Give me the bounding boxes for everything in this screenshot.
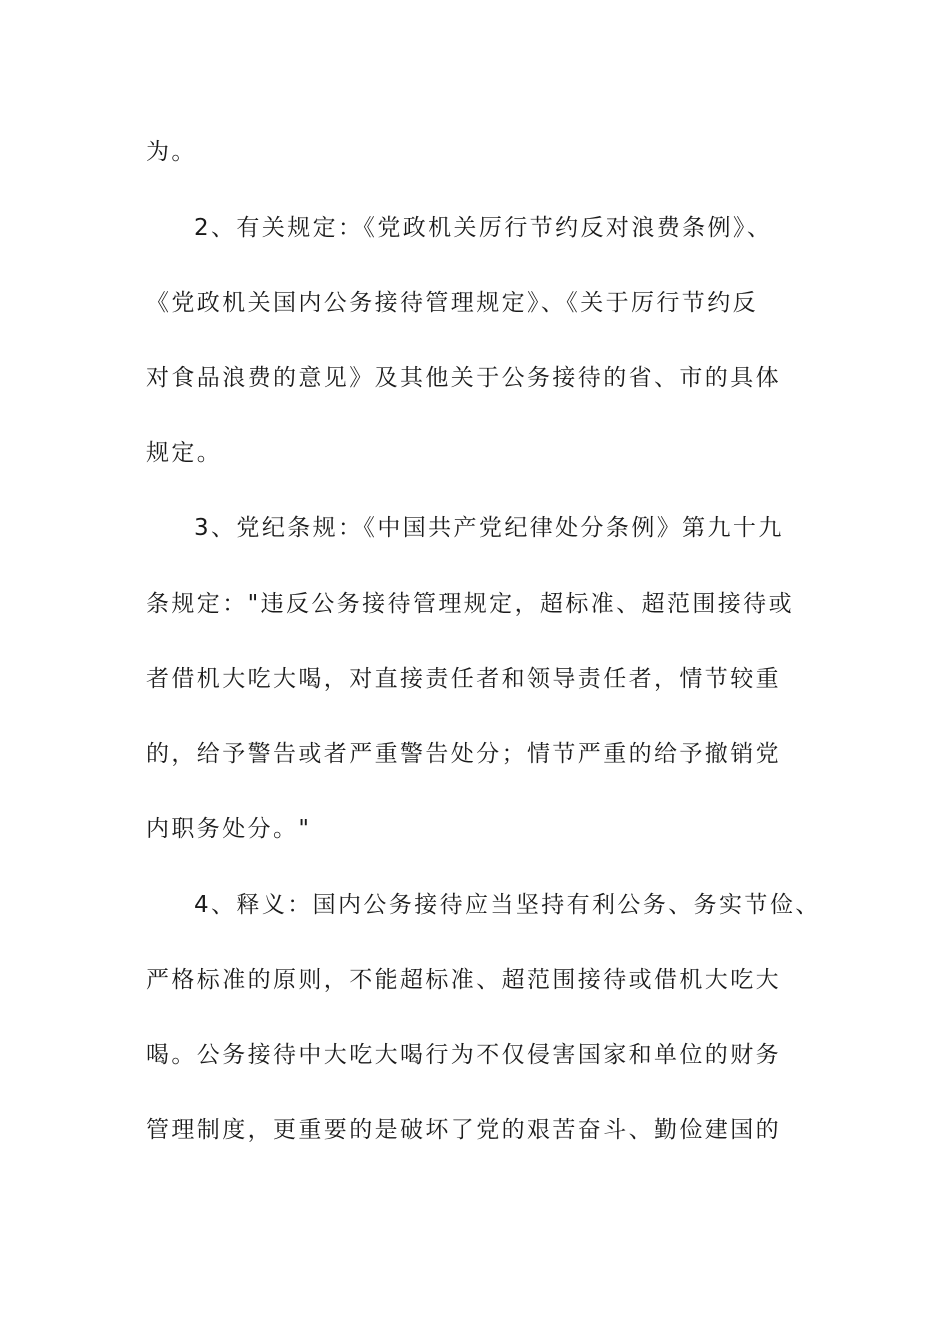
text-line: 内职务处分。" [146, 816, 312, 842]
text-line: 规定。 [146, 440, 223, 466]
paragraph-2-start: 2、有关规定：《党政机关厉行节约反对浪费条例》、 [194, 215, 773, 241]
text-line: 严格标准的原则，不能超标准、超范围接待或借机大吃大 [146, 967, 781, 993]
paragraph-4-start: 4、释义：国内公务接待应当坚持有利公务、务实节俭、 [194, 892, 821, 918]
paragraph-3-start: 3、党纪条规：《中国共产党纪律处分条例》第九十九 [194, 515, 784, 541]
text-line: 喝。公务接待中大吃大喝行为不仅侵害国家和单位的财务 [146, 1042, 781, 1068]
text-line: 者借机大吃大喝，对直接责任者和领导责任者，情节较重 [146, 666, 781, 692]
text-line: 的，给予警告或者严重警告处分；情节严重的给予撤销党 [146, 741, 781, 767]
text-line: 条规定："违反公务接待管理规定，超标准、超范围接待或 [146, 591, 794, 617]
text-line: 管理制度，更重要的是破坏了党的艰苦奋斗、勤俭建国的 [146, 1117, 781, 1143]
text-line: 为。 [146, 139, 197, 165]
text-line: 《党政机关国内公务接待管理规定》、《关于厉行节约反 [146, 290, 758, 316]
text-line: 对食品浪费的意见》及其他关于公务接待的省、市的具体 [146, 365, 781, 391]
